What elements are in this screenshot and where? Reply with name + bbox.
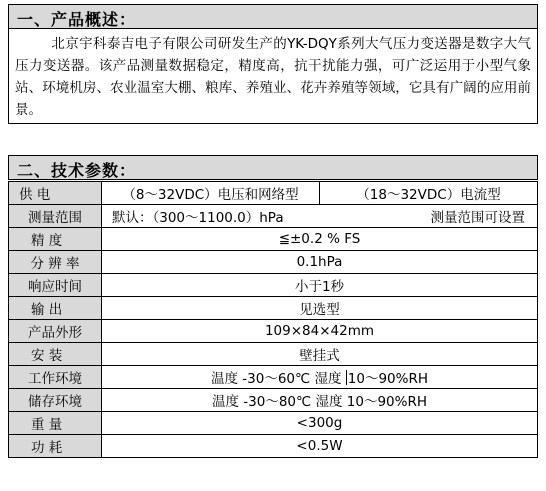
label-text: 精 度 bbox=[31, 233, 63, 249]
table-row bbox=[9, 412, 538, 435]
spec-value bbox=[102, 205, 538, 228]
table-row bbox=[9, 182, 538, 205]
spec-value: 109×84×42mm bbox=[102, 320, 538, 343]
label-text: 输 出 bbox=[31, 302, 63, 318]
spec-label: 响应时间 bbox=[9, 274, 102, 297]
text-cursor bbox=[346, 370, 347, 385]
intro-paragraph bbox=[8, 29, 538, 124]
spec-value: 壁挂式 bbox=[102, 343, 538, 366]
section-header-overview bbox=[8, 4, 538, 29]
spec-value-part: （8～32VDC）电压和网络型 bbox=[122, 187, 299, 203]
table-row bbox=[9, 251, 538, 274]
spec-value bbox=[102, 182, 538, 205]
table-row bbox=[9, 389, 538, 412]
spec-value-part: （18～32VDC）电流型 bbox=[356, 187, 501, 203]
spec-value bbox=[102, 366, 538, 389]
spec-label: 工作环境 bbox=[9, 366, 102, 389]
spec-label: 储存环境 bbox=[9, 389, 102, 412]
spec-value: <300g bbox=[102, 412, 538, 435]
spec-label: 产品外形 bbox=[9, 320, 102, 343]
table-row bbox=[9, 366, 538, 389]
spec-label bbox=[9, 435, 102, 458]
table-row bbox=[9, 297, 538, 320]
spec-value-part: 默认：（300～1100.0）hPa bbox=[112, 210, 284, 226]
intro-text: 北京宇科泰吉电子有限公司研发生产的YK-DQY系列大气压力变送器是数字大气压力变送器。该产品测量数据稳定，精度高，抗干扰能力强，可广泛运用于小型气象站、环境机房、农业温室大棚、粮库、养殖业、花卉养殖等领域，它具有广阔的应用前景。 bbox=[15, 36, 531, 118]
spec-value: 小于1秒 bbox=[102, 274, 538, 297]
spec-label bbox=[9, 182, 102, 205]
spec-table bbox=[8, 181, 538, 458]
label-text: 供 电 bbox=[19, 187, 51, 203]
label-text: 重 量 bbox=[31, 417, 63, 433]
table-row bbox=[9, 435, 538, 458]
section-title: 一、产品概述： bbox=[17, 10, 137, 29]
label-text: 安 装 bbox=[31, 348, 63, 364]
spec-label bbox=[9, 412, 102, 435]
label-text: 功 耗 bbox=[31, 440, 63, 456]
section-title: 二、技术参数： bbox=[17, 161, 137, 180]
spec-value: 温度 -30～80℃ 湿度 10～90%RH bbox=[102, 389, 538, 412]
spec-label: 分 辨 率 bbox=[9, 251, 102, 274]
spec-label bbox=[9, 228, 102, 251]
spec-value: ≦±0.2 % FS bbox=[102, 228, 538, 251]
spec-value-part: 10～90%RH bbox=[347, 371, 428, 387]
spec-value: 0.1hPa bbox=[102, 251, 538, 274]
table-row bbox=[9, 274, 538, 297]
table-row bbox=[9, 343, 538, 366]
section-header-specs bbox=[8, 155, 538, 180]
table-row bbox=[9, 320, 538, 343]
spec-label bbox=[9, 297, 102, 320]
table-row bbox=[9, 228, 538, 251]
spec-value: 见选型 bbox=[102, 297, 538, 320]
spec-label: 测量范围 bbox=[9, 205, 102, 228]
table-row bbox=[9, 205, 538, 228]
spec-value-part: 测量范围可设置 bbox=[430, 210, 525, 226]
spec-label bbox=[9, 343, 102, 366]
spec-value-part: 温度 -30～60℃ 湿度 bbox=[211, 371, 346, 387]
spec-value: <0.5W bbox=[102, 435, 538, 458]
